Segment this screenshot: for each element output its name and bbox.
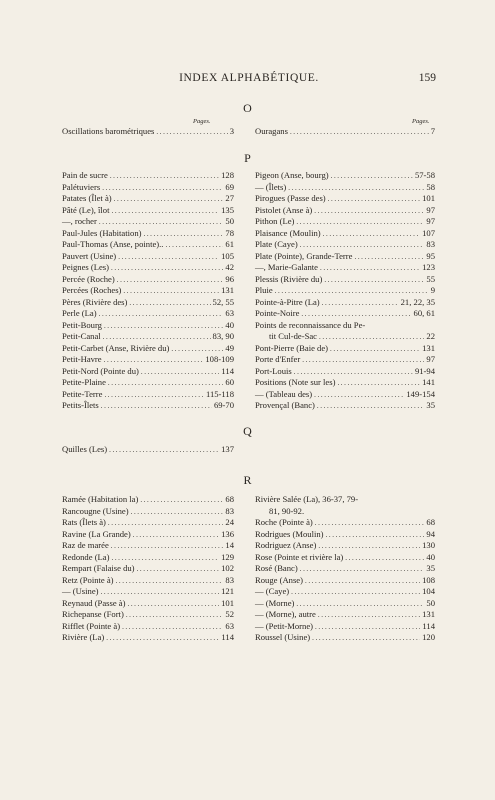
dot-leader	[323, 229, 420, 241]
section-letter-r: R	[243, 473, 252, 487]
entry-term: Reynaud (Passe à)	[62, 597, 126, 608]
entry-term: Rodrigues (Moulin)	[255, 528, 324, 539]
dot-leader	[156, 127, 227, 139]
entry-page-ref: 83	[426, 239, 435, 249]
entry-page-ref: 69-70	[213, 400, 234, 410]
entry-page-ref: 22	[426, 331, 435, 341]
entry-term: Petit-Carbet (Anse, Rivière du)	[62, 342, 170, 353]
index-entry	[62, 506, 234, 518]
entry-term: Pigeon (Anse, bourg)	[255, 170, 329, 180]
entry-page-ref: 108-109	[205, 354, 234, 364]
index-entry	[62, 216, 234, 228]
dot-leader	[326, 530, 425, 542]
dot-leader	[104, 390, 204, 402]
index-entry	[62, 529, 234, 541]
entry-term: Rose (Pointe et rivière la)	[255, 551, 344, 562]
entry-page-ref: 49	[225, 342, 234, 353]
dot-leader	[302, 355, 424, 367]
section-letter-q: Q	[243, 424, 252, 438]
index-entry	[255, 170, 435, 182]
index-entry	[255, 632, 435, 644]
entry-page-ref: 35	[426, 563, 435, 573]
section-p-left-column	[62, 170, 234, 412]
dot-leader	[165, 240, 223, 252]
dot-leader	[312, 633, 420, 645]
entry-term: Petits-Îlets	[62, 400, 99, 410]
dot-leader	[129, 298, 210, 310]
entry-term: Percée (Roche)	[62, 273, 115, 284]
entry-term: Rifflet (Pointe à)	[62, 620, 121, 631]
entry-page-ref: 40	[225, 319, 234, 330]
index-entry	[62, 285, 234, 297]
entry-term: Provençal (Banc)	[255, 400, 315, 410]
index-entry	[62, 517, 234, 529]
entry-term: Paul-Jules (Habitation)	[62, 227, 142, 238]
entry-term: Quilles (Les)	[62, 444, 108, 454]
entry-term: — (Îlets)	[255, 181, 287, 192]
entry-term: Plate (Caye)	[255, 239, 298, 249]
index-entry	[255, 126, 435, 138]
entry-page-ref: 123	[422, 262, 435, 272]
entry-page-ref: 24	[225, 517, 234, 527]
index-entry	[62, 586, 234, 598]
dot-leader	[112, 206, 220, 218]
entry-term: Pères (Rivière des)	[62, 296, 128, 307]
entry-term: — (Petit-Morne)	[255, 620, 313, 631]
section-letter-p: P	[244, 151, 251, 165]
index-entry	[255, 529, 435, 541]
entry-page-ref: 107	[422, 227, 435, 238]
entry-term: Richepanse (Fort)	[62, 609, 124, 619]
index-entry	[255, 598, 435, 610]
index-entry	[62, 389, 234, 401]
entry-term: Perle (La)	[62, 308, 97, 318]
entry-page-ref: 50	[225, 216, 234, 226]
page-number: 159	[418, 72, 436, 84]
index-entry	[62, 343, 234, 355]
index-entry	[255, 297, 435, 309]
section-r-right-column	[255, 494, 435, 644]
entry-page-ref: 135	[221, 204, 234, 215]
dot-leader	[315, 518, 425, 530]
entry-term: 81, 90-92.	[269, 505, 305, 516]
index-entry	[62, 193, 234, 205]
section-r-left-column	[62, 494, 234, 644]
entry-term: Peignes (Les)	[62, 262, 110, 272]
dot-leader	[110, 171, 219, 183]
dot-leader	[137, 564, 220, 576]
index-entry	[255, 389, 435, 401]
index-entry	[62, 598, 234, 610]
entry-page-ref: 114	[422, 620, 435, 631]
entry-page-ref: 21, 22, 35	[400, 296, 435, 307]
index-entry	[62, 239, 234, 251]
section-q-left-column	[62, 444, 234, 456]
dot-leader	[116, 576, 224, 588]
entry-term: Pithon (Le)	[255, 216, 295, 226]
entry-term: Pistolet (Anse à)	[255, 204, 313, 215]
entry-page-ref: 104	[422, 586, 435, 596]
entry-term: — (Morne)	[255, 597, 295, 608]
index-entry	[255, 517, 435, 529]
entry-page-ref: 55	[426, 273, 435, 284]
index-entry	[255, 262, 435, 274]
entry-page-ref: 136	[221, 528, 234, 539]
section-p-right-column	[255, 170, 435, 412]
index-entry	[62, 400, 234, 412]
entry-term: —, rocher	[62, 216, 97, 226]
entry-term: Points de reconnaissance du Pe-	[255, 319, 366, 330]
entry-page-ref: 27	[225, 193, 234, 203]
entry-term: Roche (Pointe à)	[255, 517, 313, 527]
index-entry	[255, 621, 435, 633]
entry-term: Port-Louis	[255, 365, 292, 376]
dot-leader	[122, 622, 223, 634]
dot-leader	[126, 610, 224, 622]
dot-leader	[315, 622, 420, 634]
entry-term: Pâté (Le), îlot	[62, 204, 110, 215]
index-entry	[62, 377, 234, 389]
entry-page-ref: 131	[221, 285, 234, 295]
entry-term: Rempart (Falaise du)	[62, 563, 135, 573]
index-entry	[62, 182, 234, 194]
section-letter-o: O	[243, 101, 252, 115]
entry-page-ref: 9	[430, 285, 435, 295]
index-entry	[255, 575, 435, 587]
index-entry	[255, 205, 435, 217]
dot-leader	[114, 194, 224, 206]
index-entry	[255, 331, 435, 343]
entry-term: Pauvert (Usine)	[62, 250, 117, 261]
entry-page-ref: 42	[225, 262, 234, 272]
entry-term: Pluie	[255, 285, 273, 295]
entry-page-ref: 129	[221, 551, 234, 562]
entry-page-ref: 83	[225, 574, 234, 585]
index-entry	[62, 632, 234, 644]
dot-leader	[104, 321, 223, 333]
entry-page-ref: 102	[221, 563, 234, 573]
dot-leader	[324, 275, 424, 287]
entry-page-ref: 52, 55	[212, 296, 234, 307]
entry-page-ref: 97	[426, 204, 435, 215]
entry-term: Ravine (La Grande)	[62, 528, 131, 539]
index-entry	[255, 239, 435, 251]
page-header	[62, 72, 436, 88]
dot-leader	[330, 344, 420, 356]
entry-page-ref: 69	[225, 181, 234, 192]
entry-term: Plessis (Rivière du)	[255, 273, 323, 284]
index-entry	[62, 575, 234, 587]
entry-page-ref: 95	[426, 250, 435, 261]
index-entry	[62, 540, 234, 552]
entry-term: Roussel (Usine)	[255, 632, 311, 642]
dot-leader	[141, 367, 220, 379]
entry-term: Percées (Roches)	[62, 285, 122, 295]
entry-page-ref: 7	[430, 126, 435, 136]
dot-leader	[328, 194, 420, 206]
dot-leader	[290, 127, 429, 139]
entry-term: Oscillations barométriques	[62, 126, 155, 136]
index-entry	[255, 228, 435, 240]
dot-leader	[320, 263, 420, 275]
index-entry	[255, 354, 435, 366]
dot-leader	[322, 298, 399, 310]
entry-term: Petite-Plaine	[62, 377, 106, 387]
index-entry	[255, 506, 435, 518]
entry-term: Ramée (Habitation la)	[62, 494, 139, 504]
entry-term: Positions (Note sur les)	[255, 377, 336, 387]
entry-page-ref: 35	[426, 400, 435, 410]
entry-page-ref: 130	[422, 540, 435, 550]
entry-page-ref: 78	[225, 227, 234, 238]
index-entry	[62, 320, 234, 332]
index-entry	[62, 308, 234, 320]
entry-term: Rats (Îlets à)	[62, 517, 106, 527]
index-entry	[255, 540, 435, 552]
entry-term: tit Cul-de-Sac	[269, 331, 317, 341]
entry-page-ref: 131	[422, 609, 435, 619]
index-entry	[255, 494, 435, 506]
index-entry	[255, 216, 435, 228]
index-entry	[255, 285, 435, 297]
index-entry	[62, 552, 234, 564]
dot-leader	[131, 507, 224, 519]
index-entry	[62, 494, 234, 506]
index-entry	[62, 609, 234, 621]
index-entry	[255, 400, 435, 412]
entry-term: Petit-Bourg	[62, 319, 102, 330]
dot-leader	[117, 275, 224, 287]
entry-term: Paul-Thomas (Anse, pointe)..	[62, 239, 164, 249]
dot-leader	[331, 171, 413, 183]
dot-leader	[99, 309, 224, 321]
entry-page-ref: 60, 61	[413, 308, 435, 318]
entry-page-ref: 63	[225, 308, 234, 318]
entry-page-ref: 68	[426, 517, 435, 527]
index-entry	[62, 228, 234, 240]
entry-page-ref: 14	[225, 540, 234, 550]
dot-leader	[345, 553, 424, 565]
entry-page-ref: 131	[422, 342, 435, 353]
dot-leader	[319, 332, 424, 344]
entry-page-ref: 101	[221, 597, 234, 608]
dot-leader	[123, 286, 219, 298]
index-entry	[255, 182, 435, 194]
entry-term: Petit-Nord (Pointe du)	[62, 365, 139, 376]
entry-term: — (Morne), autre	[255, 609, 316, 619]
dot-leader	[300, 564, 425, 576]
index-entry	[255, 552, 435, 564]
index-entry	[62, 444, 234, 456]
entry-term: Rivière (La)	[62, 632, 105, 642]
index-entry	[62, 262, 234, 274]
dot-leader	[111, 541, 224, 553]
pages-column-label-left: Pages.	[193, 118, 211, 125]
entry-term: Plate (Pointe), Grande-Terre	[255, 250, 353, 261]
index-entry	[255, 343, 435, 355]
index-entry	[255, 377, 435, 389]
entry-term: Pointe-à-Pitre (La)	[255, 296, 320, 307]
entry-page-ref: 97	[426, 354, 435, 364]
entry-page-ref: 114	[221, 365, 234, 376]
entry-page-ref: 57-58	[414, 170, 435, 180]
dot-leader	[133, 530, 219, 542]
dot-leader	[109, 445, 219, 457]
section-o-right-column	[255, 126, 435, 138]
entry-page-ref: 63	[225, 620, 234, 631]
running-title: INDEX ALPHABÉTIQUE.	[179, 72, 319, 84]
dot-leader	[140, 495, 223, 507]
index-entry	[62, 205, 234, 217]
entry-page-ref: 149-154	[406, 388, 435, 399]
entry-term: Petit-Canal	[62, 331, 101, 341]
entry-page-ref: 96	[225, 273, 234, 284]
dot-leader	[314, 390, 404, 402]
index-entry	[255, 320, 435, 332]
entry-term: Porte d'Enfer	[255, 354, 301, 364]
entry-page-ref: 61	[225, 239, 234, 249]
pages-column-label-right: Pages.	[412, 118, 430, 125]
dot-leader	[314, 206, 424, 218]
entry-term: Retz (Pointe à)	[62, 574, 114, 585]
dot-leader	[127, 599, 219, 611]
entry-term: Raz de marée	[62, 540, 109, 550]
entry-page-ref: 114	[221, 632, 234, 642]
index-entry	[255, 586, 435, 598]
index-entry	[62, 297, 234, 309]
index-entry	[255, 251, 435, 263]
dot-leader	[305, 576, 420, 588]
index-entry	[255, 274, 435, 286]
index-entry	[62, 354, 234, 366]
entry-page-ref: 120	[422, 632, 435, 642]
entry-page-ref: 97	[426, 216, 435, 226]
index-entry	[62, 331, 234, 343]
entry-term: Patates (Îlet à)	[62, 193, 112, 203]
entry-term: — (Usine)	[62, 586, 99, 596]
index-entry	[255, 563, 435, 575]
entry-page-ref: 141	[422, 377, 435, 387]
entry-term: Petit-Havre	[62, 354, 102, 364]
section-o-left-column	[62, 126, 234, 138]
entry-page-ref: 40	[426, 551, 435, 562]
entry-term: Pirogues (Passe des)	[255, 193, 326, 203]
index-entry	[62, 621, 234, 633]
entry-term: Ouragans	[255, 126, 288, 136]
index-entry	[62, 170, 234, 182]
entry-page-ref: 128	[221, 170, 234, 180]
entry-term: — (Caye)	[255, 586, 290, 596]
entry-term: Rosé (Banc)	[255, 563, 298, 573]
index-entry	[62, 274, 234, 286]
index-entry	[62, 126, 234, 138]
entry-page-ref: 91-94	[414, 365, 435, 376]
entry-term: — (Tableau des)	[255, 388, 313, 399]
index-entry	[255, 366, 435, 378]
entry-page-ref: 137	[221, 444, 234, 454]
entry-term: Pont-Pierre (Baie de)	[255, 342, 329, 353]
dot-leader	[106, 633, 219, 645]
dot-leader	[354, 252, 424, 264]
entry-page-ref: 3	[229, 126, 234, 136]
entry-term: Rivière Salée (La), 36-37, 79-	[255, 494, 359, 504]
entry-term: Redonde (La)	[62, 551, 110, 562]
entry-term: —, Marie-Galante	[255, 262, 318, 272]
entry-page-ref: 105	[221, 250, 234, 261]
entry-term: Pain de sucre	[62, 170, 108, 180]
index-entry	[62, 563, 234, 575]
dot-leader	[317, 401, 425, 413]
entry-page-ref: 50	[426, 597, 435, 608]
index-entry	[62, 366, 234, 378]
index-entry	[62, 251, 234, 263]
entry-term: Rancougne (Usine)	[62, 505, 129, 516]
dot-leader	[291, 587, 420, 599]
entry-page-ref: 58	[426, 181, 435, 192]
entry-term: Pointe-Noire	[255, 308, 300, 318]
entry-term: Palétuviers	[62, 181, 101, 192]
entry-term: Plaisance (Moulin)	[255, 227, 321, 238]
entry-page-ref: 83	[225, 505, 234, 516]
entry-term: Rodriguez (Anse)	[255, 540, 317, 550]
entry-term: Petite-Terre	[62, 388, 103, 399]
entry-page-ref: 68	[225, 494, 234, 504]
entry-page-ref: 83, 90	[212, 331, 234, 341]
entry-page-ref: 108	[422, 574, 435, 585]
index-entry	[255, 193, 435, 205]
dot-leader	[101, 401, 212, 413]
index-entry	[255, 609, 435, 621]
dot-leader	[102, 183, 223, 195]
entry-page-ref: 60	[225, 377, 234, 387]
dot-leader	[318, 610, 420, 622]
entry-term: Rouge (Anse)	[255, 574, 303, 585]
entry-page-ref: 121	[221, 586, 234, 596]
index-entry	[255, 308, 435, 320]
dot-leader	[111, 263, 223, 275]
dot-leader	[118, 252, 219, 264]
entry-page-ref: 94	[426, 528, 435, 539]
entry-page-ref: 52	[225, 609, 234, 619]
entry-page-ref: 115-118	[205, 388, 234, 399]
entry-page-ref: 101	[422, 193, 435, 203]
